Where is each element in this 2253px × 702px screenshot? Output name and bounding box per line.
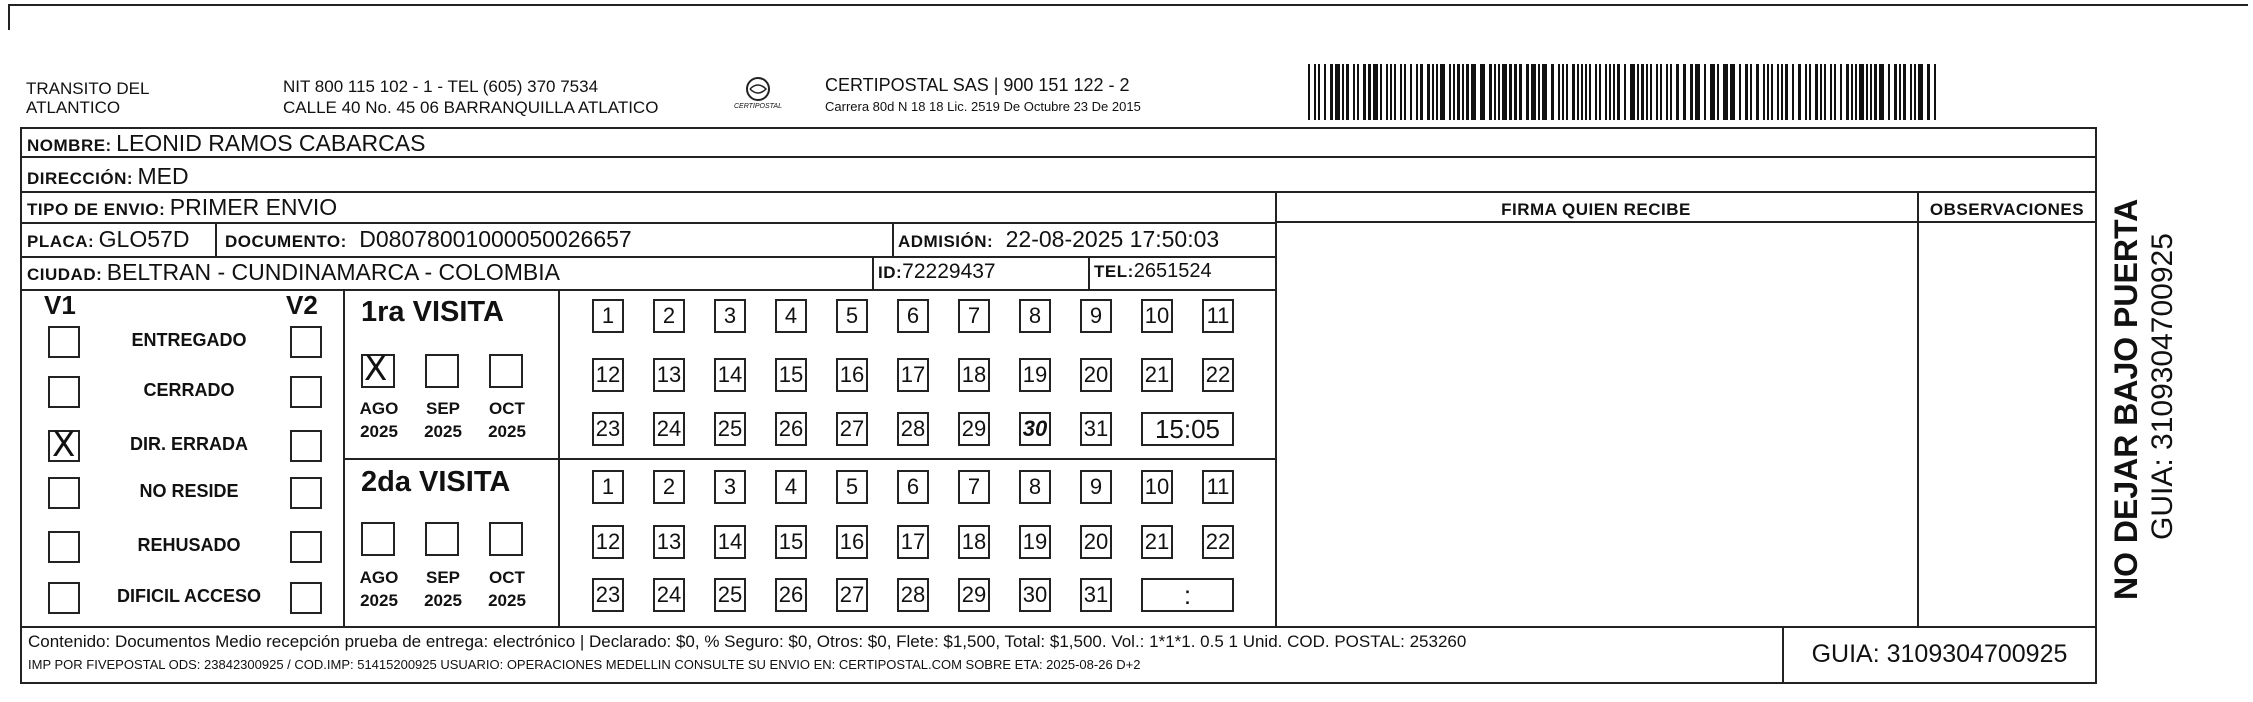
barcode-bar [1617, 64, 1620, 120]
v2-checkbox [290, 582, 322, 614]
month-label: AGO [359, 568, 399, 587]
page-top-edge [8, 4, 2248, 6]
day-box: 16 [836, 525, 868, 559]
barcode-bar [1745, 64, 1748, 120]
barcode-bar [1650, 64, 1652, 120]
footer-line-2: IMP POR FIVEPOSTAL ODS: 23842300925 / COD.IMP: 51415200925 USUARIO: OPERACIONES MEDELLIN CONSULTE SU ENVIO EN: CERTIPOSTAL.COM SOBRE ETA: 2025-08-26 D+2 [28, 657, 1141, 672]
row-line-3b [1275, 221, 2097, 223]
barcode-bar [1792, 64, 1794, 120]
v1-checkbox [48, 425, 80, 465]
barcode-bar [1509, 64, 1512, 120]
barcode-bar [1637, 64, 1639, 120]
col-line-tel [1088, 256, 1090, 289]
month-checkbox [361, 522, 395, 556]
barcode-bar [1695, 64, 1700, 120]
day-box: 19 [1019, 525, 1051, 559]
v1-checkbox [48, 376, 80, 408]
placa-label: PLACA: [27, 232, 95, 251]
barcode-bar [1866, 64, 1868, 120]
barcode-bar [1342, 64, 1344, 120]
status-label: NO RESIDE [139, 481, 239, 501]
barcode-bar [1357, 64, 1359, 120]
col-line-obs [1917, 191, 1919, 626]
month-check-mark: X [364, 349, 388, 389]
barcode-bar [1717, 64, 1719, 120]
barcode-bar [1805, 64, 1807, 120]
documento-value: D08078001000050026657 [359, 226, 632, 252]
day-box: 19 [1019, 358, 1051, 392]
barcode-bar [1404, 64, 1406, 120]
barcode-bar [1660, 64, 1662, 120]
barcode-bar [1330, 64, 1333, 120]
day-box: 25 [714, 578, 746, 612]
month-checkbox [489, 522, 523, 556]
barcode-bar [1855, 64, 1857, 120]
barcode-bar [1646, 64, 1648, 120]
v1-checkbox [48, 477, 80, 509]
year-label: 2025 [488, 422, 526, 441]
barcode-bar [1572, 64, 1575, 120]
day-box: 26 [775, 412, 807, 446]
day-box: 5 [836, 299, 868, 333]
admision-row [898, 226, 1219, 253]
day-box: 6 [897, 299, 929, 333]
year-label: 2025 [424, 591, 462, 610]
day-box: 20 [1080, 525, 1112, 559]
barcode-bar [1462, 64, 1464, 120]
time-box: 15:05 [1141, 412, 1234, 446]
day-box: 15 [775, 358, 807, 392]
barcode-bar [1914, 64, 1916, 120]
barcode-bar [1436, 64, 1438, 120]
month-checkbox [425, 522, 459, 556]
day-box: 29 [958, 412, 990, 446]
barcode-bar [1927, 64, 1930, 120]
barcode-bar [1410, 64, 1412, 120]
barcode-bar [1386, 64, 1388, 120]
month-label: OCT [489, 399, 525, 418]
status-label: DIR. ERRADA [129, 434, 248, 454]
certipostal-logo [728, 72, 788, 122]
month-label: AGO [359, 399, 399, 418]
nit-line-1: NIT 800 115 102 - 1 - TEL (605) 370 7534 [283, 77, 599, 96]
day-box: 4 [775, 299, 807, 333]
status-label: REHUSADO [137, 535, 241, 555]
placa-value: GLO57D [98, 226, 190, 252]
barcode-bar [1777, 64, 1779, 120]
barcode [1308, 64, 1942, 120]
id-label: ID: [878, 263, 903, 282]
barcode-bar [1785, 64, 1788, 120]
admision-value: 22-08-2025 17:50:03 [1005, 226, 1220, 252]
day-box: 5 [836, 470, 868, 504]
v2-checkbox [290, 430, 322, 462]
tel-label: TEL: [1094, 262, 1134, 281]
barcode-bar [1851, 64, 1853, 120]
company-line-1: CERTIPOSTAL SAS | 900 151 122 - 2 [825, 75, 1130, 95]
ciudad-label: CIUDAD: [27, 265, 103, 284]
barcode-bar [1335, 64, 1340, 120]
barcode-bar [1899, 64, 1901, 120]
barcode-bar [1390, 64, 1392, 120]
day-box: 18 [958, 358, 990, 392]
tel-value: 2651524 [1133, 260, 1212, 282]
day-box: 2 [653, 299, 685, 333]
barcode-bar [1859, 64, 1864, 120]
barcode-bar [1605, 64, 1607, 120]
v1-checkbox [48, 582, 80, 614]
day-box: 3 [714, 299, 746, 333]
barcode-bar [1380, 64, 1382, 120]
barcode-bar [1910, 64, 1912, 120]
barcode-bar [1676, 64, 1679, 120]
day-box: 9 [1080, 299, 1112, 333]
day-box: 29 [958, 578, 990, 612]
observaciones-header: OBSERVACIONES [1929, 200, 2085, 219]
row-line-4 [20, 256, 1275, 258]
day-box: 17 [897, 525, 929, 559]
barcode-bar [1918, 64, 1923, 120]
barcode-bar [1934, 64, 1936, 120]
day-box: 27 [836, 578, 868, 612]
day-box: 27 [836, 412, 868, 446]
barcode-bar [1427, 64, 1430, 120]
day-box: 31 [1080, 578, 1112, 612]
barcode-bar [1704, 64, 1706, 120]
barcode-bar [1656, 64, 1658, 120]
barcode-bar [1830, 64, 1832, 120]
issuer-line-1: TRANSITO DEL [26, 79, 150, 98]
tipo-value: PRIMER ENVIO [169, 194, 338, 220]
barcode-bar [1542, 64, 1547, 120]
day-box: 21 [1141, 358, 1173, 392]
barcode-bar [1815, 64, 1818, 120]
barcode-bar [1809, 64, 1811, 120]
nombre-row [27, 130, 425, 157]
year-label: 2025 [360, 591, 398, 610]
id-row [878, 260, 996, 284]
v2-checkbox [290, 531, 322, 563]
barcode-bar [1498, 64, 1500, 120]
barcode-bar [1710, 64, 1715, 120]
v1-checkbox [48, 531, 80, 563]
id-value: 72229437 [902, 260, 996, 283]
issuer-block [26, 79, 149, 117]
issuer-line-2: ATLANTICO [26, 98, 121, 117]
barcode-bar [1888, 64, 1890, 120]
day-box: 8 [1019, 299, 1051, 333]
barcode-bar [1846, 64, 1849, 120]
barcode-bar [1750, 64, 1752, 120]
day-box: 28 [897, 578, 929, 612]
barcode-bar [1670, 64, 1672, 120]
day-box: 25 [714, 412, 746, 446]
barcode-bar [1531, 64, 1536, 120]
firma-header: FIRMA QUIEN RECIBE [1501, 200, 1691, 219]
day-box: 12 [592, 525, 624, 559]
day-box: 23 [592, 412, 624, 446]
day-box: 13 [653, 358, 685, 392]
col-line-placa [215, 222, 217, 256]
month-checkbox [361, 349, 395, 389]
day-box: 2 [653, 470, 685, 504]
row-line-3 [20, 222, 1275, 224]
barcode-bar [1739, 64, 1741, 120]
month-checkbox [489, 354, 523, 388]
month-label: SEP [425, 399, 461, 418]
guia-box: GUIA: 3109304700925 [1811, 640, 2068, 668]
year-label: 2025 [488, 591, 526, 610]
month-label: SEP [425, 568, 461, 587]
barcode-bar [1824, 64, 1826, 120]
direccion-label: DIRECCIÓN: [27, 169, 134, 188]
status-label: DIFICIL ACCESO [116, 586, 261, 606]
day-box: 26 [775, 578, 807, 612]
day-box: 31 [1080, 412, 1112, 446]
v1-check-mark: X [52, 425, 76, 465]
barcode-bar [1613, 64, 1615, 120]
barcode-bar [1324, 64, 1326, 120]
company-block [825, 74, 1141, 118]
day-box: 14 [714, 525, 746, 559]
barcode-bar [1641, 64, 1644, 120]
barcode-bar [1874, 64, 1877, 120]
tipo-row [27, 194, 337, 221]
barcode-bar [1630, 64, 1635, 120]
day-box: 28 [897, 412, 929, 446]
day-box: 22 [1202, 358, 1234, 392]
day-box: 15 [775, 525, 807, 559]
barcode-bar [1562, 64, 1564, 120]
barcode-bar [1690, 64, 1693, 120]
nit-line-2: CALLE 40 No. 45 06 BARRANQUILLA ATLATICO [283, 98, 659, 117]
barcode-bar [1609, 64, 1611, 120]
barcode-bar [1767, 64, 1769, 120]
nombre-label: NOMBRE: [27, 136, 112, 155]
barcode-bar [1771, 64, 1773, 120]
logo-text: CERTIPOSTAL [734, 103, 782, 110]
barcode-bar [1624, 64, 1626, 120]
barcode-bar [1480, 64, 1485, 120]
barcode-bar [1781, 64, 1783, 120]
barcode-bar [1585, 64, 1587, 120]
day-box: 7 [958, 470, 990, 504]
barcode-bar [1502, 64, 1507, 120]
tel-row [1094, 260, 1212, 283]
col-line-admision [892, 222, 894, 256]
day-box: 24 [653, 412, 685, 446]
barcode-bar [1870, 64, 1872, 120]
barcode-bar [1551, 64, 1554, 120]
barcode-bar [1538, 64, 1540, 120]
barcode-bar [1363, 64, 1366, 120]
barcode-bar [1683, 64, 1686, 120]
placa-row [27, 226, 189, 253]
visit1-title: 1ra VISITA [361, 296, 504, 328]
barcode-bar [1346, 64, 1349, 120]
time-box: : [1141, 578, 1234, 612]
status-label: ENTREGADO [131, 330, 247, 350]
barcode-bar [1318, 64, 1320, 120]
barcode-bar [1471, 64, 1476, 120]
month-checkbox [425, 354, 459, 388]
day-box: 1 [592, 470, 624, 504]
page-left-edge [8, 4, 10, 30]
day-box: 10 [1141, 299, 1173, 333]
day-box: 17 [897, 358, 929, 392]
barcode-bar [1595, 64, 1597, 120]
barcode-bar [1308, 64, 1310, 120]
barcode-bar [1353, 64, 1355, 120]
day-box: 30 [1019, 412, 1051, 446]
barcode-bar [1457, 64, 1460, 120]
barcode-bar [1494, 64, 1496, 120]
v2-checkbox [290, 477, 322, 509]
side-warning: NO DEJAR BAJO PUERTA [2108, 198, 2144, 600]
documento-row [225, 226, 632, 253]
company-line-2: Carrera 80d N 18 18 Lic. 2519 De Octubre 23 De 2015 [825, 99, 1141, 114]
barcode-bar [1879, 64, 1884, 120]
barcode-bar [1420, 64, 1423, 120]
v2-checkbox [290, 326, 322, 358]
barcode-bar [1834, 64, 1836, 120]
status-label: CERRADO [143, 380, 235, 400]
day-box: 12 [592, 358, 624, 392]
day-box: 23 [592, 578, 624, 612]
col-line-firma [1275, 191, 1277, 626]
footer-line-1: Contenido: Documentos Medio recepción prueba de entrega: electrónico | Declarado: $0, % Seguro: $0, Otros: $0, Flete: $1,500, Total: $1,500. Vol.: 1*1*1. 0.5 1 Unid. COD. POSTAL: 253260 [28, 632, 1467, 651]
barcode-bar [1599, 64, 1601, 120]
side-guia: GUIA: 3109304700925 [2146, 233, 2179, 540]
admision-label: ADMISIÓN: [898, 232, 994, 251]
barcode-bar [1519, 64, 1522, 120]
tipo-label: TIPO DE ENVIO: [27, 200, 166, 219]
barcode-bar [1466, 64, 1469, 120]
v1-label: V1 [44, 290, 76, 320]
day-box: 8 [1019, 470, 1051, 504]
barcode-bar [1514, 64, 1517, 120]
ciudad-row [27, 259, 560, 286]
day-box: 10 [1141, 470, 1173, 504]
barcode-bar [1394, 64, 1396, 120]
barcode-bar [1440, 64, 1445, 120]
barcode-bar [1314, 64, 1316, 120]
day-box: 3 [714, 470, 746, 504]
day-box: 11 [1202, 299, 1234, 333]
barcode-bar [1449, 64, 1451, 120]
nit-block [283, 76, 658, 118]
barcode-bar [1894, 64, 1897, 120]
day-box: 7 [958, 299, 990, 333]
row-line-2 [20, 191, 2097, 193]
day-box: 4 [775, 470, 807, 504]
barcode-bar [1400, 64, 1402, 120]
day-box: 20 [1080, 358, 1112, 392]
day-box: 18 [958, 525, 990, 559]
barcode-bar [1723, 64, 1728, 120]
visit-divider [343, 458, 1275, 460]
barcode-bar [1581, 64, 1583, 120]
barcode-bar [1368, 64, 1371, 120]
barcode-bar [1840, 64, 1842, 120]
direccion-row [27, 163, 189, 190]
col-line-id [872, 256, 874, 289]
day-box: 9 [1080, 470, 1112, 504]
day-box: 24 [653, 578, 685, 612]
barcode-bar [1730, 64, 1735, 120]
barcode-bar [1763, 64, 1765, 120]
barcode-bar [1798, 64, 1801, 120]
barcode-bar [1666, 64, 1668, 120]
barcode-bar [1566, 64, 1568, 120]
visit2-title: 2da VISITA [361, 466, 511, 498]
barcode-bar [1432, 64, 1434, 120]
row-line-5 [20, 289, 1275, 291]
barcode-bar [1526, 64, 1529, 120]
barcode-bar [1558, 64, 1560, 120]
year-label: 2025 [360, 422, 398, 441]
barcode-bar [1373, 64, 1378, 120]
documento-label: DOCUMENTO: [225, 232, 347, 251]
v2-label: V2 [286, 290, 318, 320]
day-box: 16 [836, 358, 868, 392]
day-box: 22 [1202, 525, 1234, 559]
ciudad-value: BELTRAN - CUNDINAMARCA - COLOMBIA [106, 259, 560, 285]
day-box: 21 [1141, 525, 1173, 559]
barcode-bar [1820, 64, 1822, 120]
day-box: 30 [1019, 578, 1051, 612]
barcode-bar [1489, 64, 1492, 120]
direccion-value: MED [137, 163, 189, 189]
barcode-bar [1453, 64, 1455, 120]
barcode-bar [1589, 64, 1591, 120]
day-box: 11 [1202, 470, 1234, 504]
v2-checkbox [290, 376, 322, 408]
footer-line [20, 626, 2097, 628]
day-box: 14 [714, 358, 746, 392]
barcode-bar [1756, 64, 1759, 120]
barcode-bar [1416, 64, 1418, 120]
barcode-bar [1903, 64, 1906, 120]
month-label: OCT [489, 568, 525, 587]
barcode-bar [1577, 64, 1579, 120]
year-label: 2025 [424, 422, 462, 441]
day-box: 13 [653, 525, 685, 559]
nombre-value: LEONID RAMOS CABARCAS [116, 130, 426, 156]
day-box: 1 [592, 299, 624, 333]
day-box: 6 [897, 470, 929, 504]
v1-checkbox [48, 326, 80, 358]
